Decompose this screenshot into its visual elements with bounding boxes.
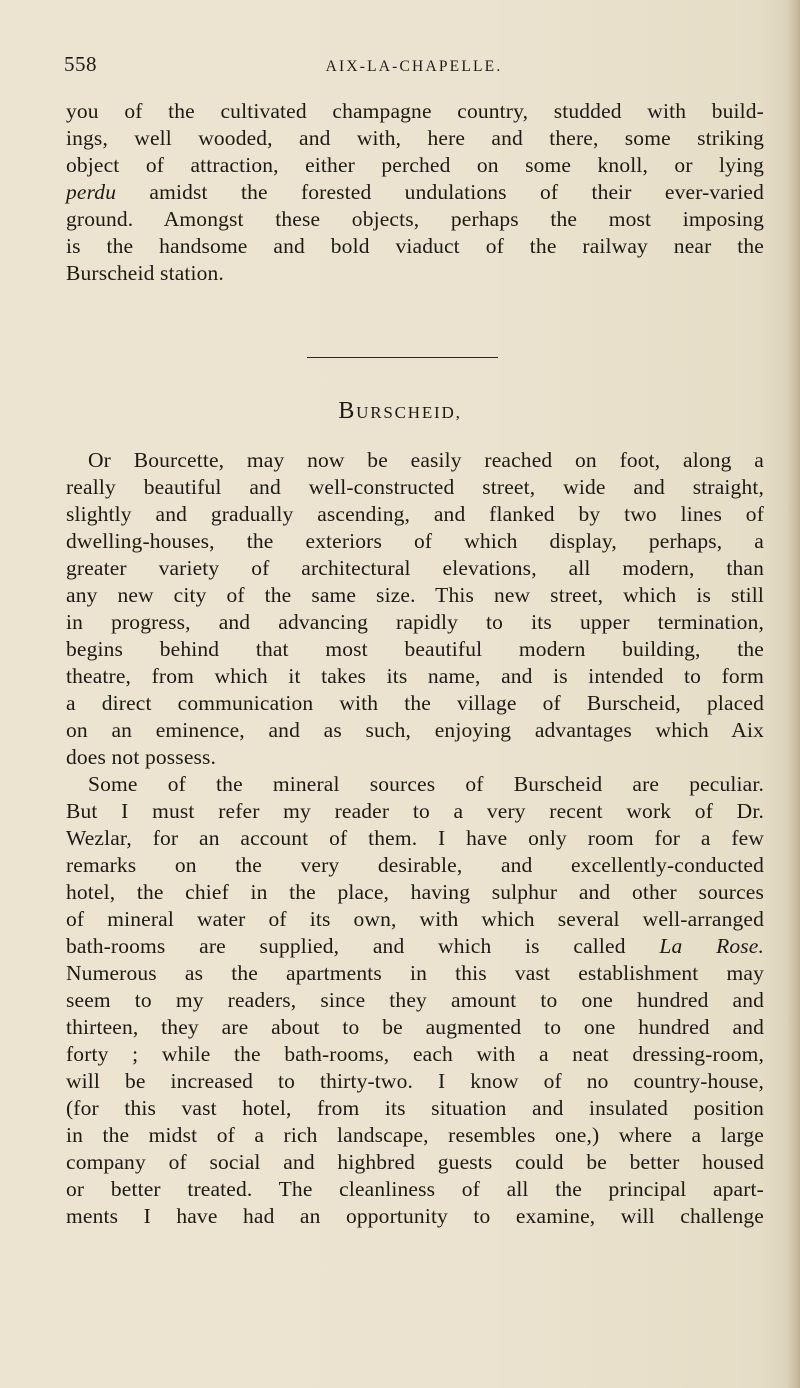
text-line — [66, 179, 764, 205]
text-line: is the handsome and bold viaduct of the railway near the — [66, 234, 764, 258]
text-line: remarks on the very desirable, and excellently-conducted — [66, 853, 764, 877]
page-number: 558 — [64, 52, 97, 76]
text-line: you of the cultivated champagne country, studded with build- — [66, 99, 764, 123]
text-line: Some of the mineral sources of Burscheid are peculiar. — [88, 772, 764, 796]
running-title: AIX-LA-CHAPELLE. — [325, 58, 503, 75]
text-line: Burscheid station. — [66, 261, 224, 285]
text-line: really beautiful and well-constructed street, wide and straight, — [66, 475, 764, 499]
text-line: any new city of the same size. This new street, which is still — [66, 583, 764, 607]
text-line: ments I have had an opportunity to examine, will challenge — [66, 1204, 764, 1228]
text-line: company of social and highbred guests could be better housed — [66, 1150, 764, 1174]
text-line: greater variety of architectural elevations, all modern, than — [66, 556, 764, 580]
text-line: slightly and gradually ascending, and flanked by two lines of — [66, 502, 764, 526]
text-line: seem to my readers, since they amount to one hundred and — [66, 988, 764, 1012]
text-line: ground. Amongst these objects, perhaps the most imposing — [66, 207, 764, 231]
text-line: of mineral water of its own, with which several well-arranged — [66, 907, 764, 931]
text-line: object of attraction, either perched on some knoll, or lying — [66, 153, 764, 177]
text-line: begins behind that most beautiful modern building, the — [66, 637, 764, 661]
text-line: (for this vast hotel, from its situation and insulated position — [66, 1096, 764, 1120]
text-line: Wezlar, for an account of them. I have only room for a few — [66, 826, 764, 850]
text-line — [66, 933, 764, 959]
text-line: Or Bourcette, may now be easily reached on foot, along a — [88, 448, 764, 472]
text-line: hotel, the chief in the place, having sulphur and other sources — [66, 880, 764, 904]
text-line: does not possess. — [66, 745, 217, 769]
text-line: in the midst of a rich landscape, resembles one,) where a large — [66, 1123, 764, 1147]
text-line: a direct communication with the village of Burscheid, placed — [66, 691, 764, 715]
section-divider — [307, 357, 498, 358]
line-rest: amidst the forested undulations of their ever-varied — [116, 180, 764, 204]
text-line: dwelling-houses, the exteriors of which display, perhaps, a — [66, 529, 764, 553]
text-line: on an eminence, and as such, enjoying advantages which Aix — [66, 718, 764, 742]
text-line: in progress, and advancing rapidly to its upper termination, — [66, 610, 764, 634]
text-line: Numerous as the apartments in this vast establishment may — [66, 961, 764, 985]
line-start: bath-rooms are supplied, and which is called — [66, 934, 660, 958]
text-line: thirteen, they are about to be augmented to one hundred and — [66, 1015, 764, 1039]
section-heading-text: BURSCHEID, — [338, 398, 462, 424]
italic-word: perdu — [66, 180, 117, 204]
text-line: or better treated. The cleanliness of all the principal apart- — [66, 1177, 764, 1201]
italic-phrase: La Rose. — [659, 934, 764, 958]
text-line: But I must refer my reader to a very recent work of Dr. — [66, 799, 764, 823]
text-line: ings, well wooded, and with, here and there, some striking — [66, 126, 764, 150]
text-line: will be increased to thirty-two. I know of no country-house, — [66, 1069, 764, 1093]
section-heading — [0, 398, 800, 425]
text-line: theatre, from which it takes its name, and is intended to form — [66, 664, 764, 688]
text-line: forty ; while the bath-rooms, each with a neat dressing-room, — [66, 1042, 764, 1066]
